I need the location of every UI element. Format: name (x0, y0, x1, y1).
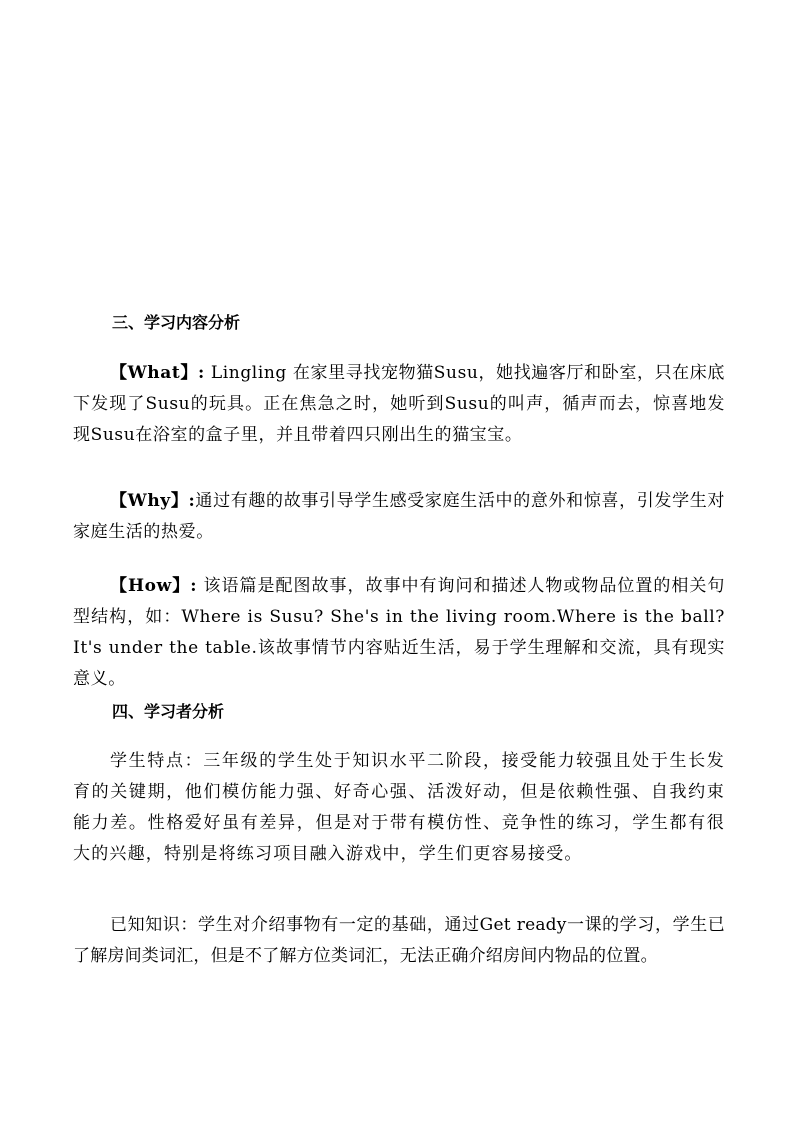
how-label: 【How】: (110, 576, 198, 596)
why-label: 【Why】: (110, 491, 196, 511)
what-label: 【What】: (110, 363, 205, 383)
how-text: 该语篇是配图故事，故事中有询问和描述人物或物品位置的相关句型结构，如：Where is Susu? She's in the living room.Where is the ball?It's under the table.该故事情节内容贴近生活，易于学生理解和交流，具有现实意义。 (73, 576, 725, 689)
student-traits-paragraph: 学生特点：三年级的学生处于知识水平二阶段，接受能力较强且处于生长发育的关键期，他们模仿能力强、好奇心强、活泼好动，但是依赖性强、自我约束能力差。性格爱好虽有差异，但是对于带有模仿性、竞争性的练习，学生都有很大的兴趣，特别是将练习项目融入游戏中，学生们更容易接受。 (73, 751, 725, 864)
what-paragraph (73, 358, 725, 451)
section-3-heading: 三、学习内容分析 (112, 313, 241, 332)
prior-knowledge-paragraph: 已知知识：学生对介绍事物有一定的基础，通过Get ready一课的学习，学生已了解房间类词汇，但是不了解方位类词汇，无法正确介绍房间内物品的位置。 (73, 915, 725, 966)
how-paragraph (73, 571, 725, 695)
why-paragraph (73, 486, 725, 548)
what-text: Lingling 在家里寻找宠物猫Susu，她找遍客厅和卧室，只在床底下发现了Susu的玩具。正在焦急之时，她听到Susu的叫声，循声而去，惊喜地发现Susu在浴室的盒子里，并且带着四只刚出生的猫宝宝。 (73, 363, 726, 445)
section-4-heading: 四、学习者分析 (112, 702, 225, 721)
why-text: 通过有趣的故事引导学生感受家庭生活中的意外和惊喜，引发学生对家庭生活的热爱。 (73, 491, 725, 542)
